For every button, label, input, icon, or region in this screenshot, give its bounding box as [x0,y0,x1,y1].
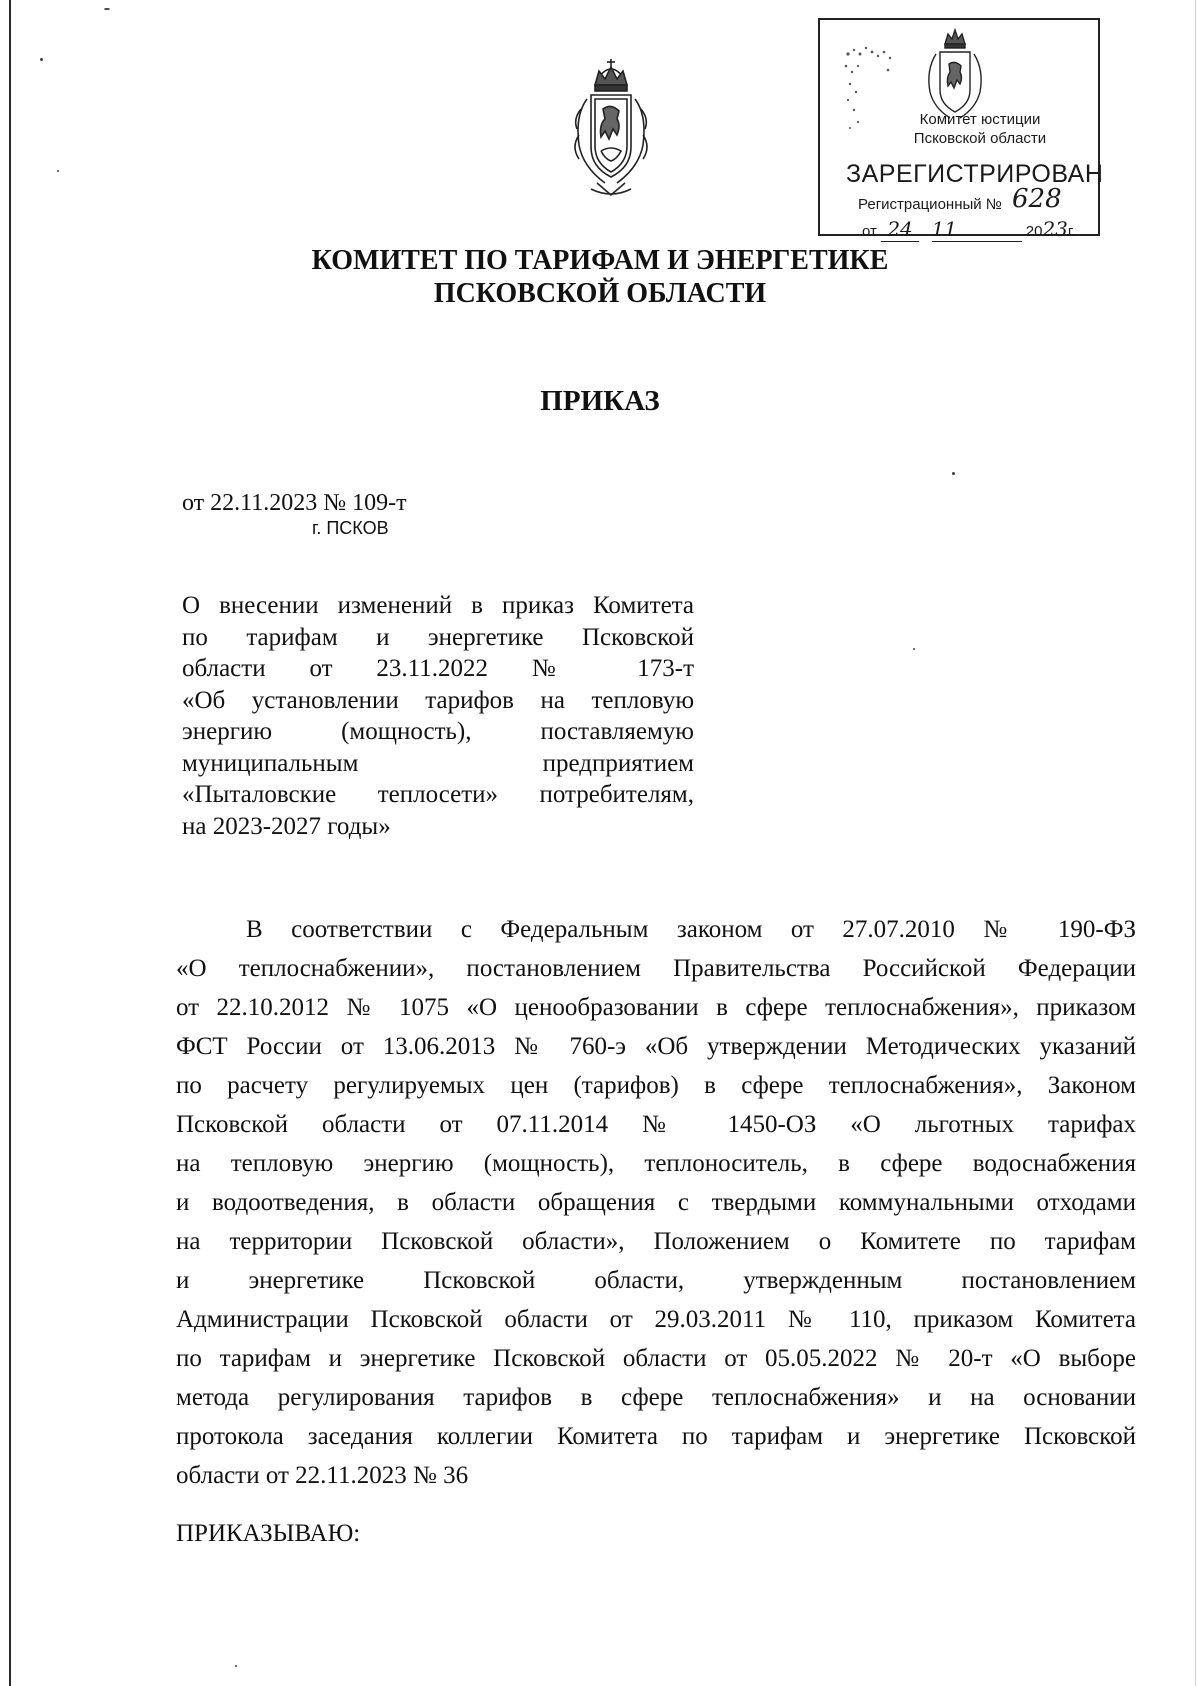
body-line: от 22.10.2012 № 1075 «О ценообразовании в сфере теплоснабжения», приказом [176,994,1136,1021]
org-title-line2: ПСКОВСКОЙ ОБЛАСТИ [433,278,767,309]
stamp-date-day: 24 [881,217,919,242]
stamp-status: ЗАРЕГИСТРИРОВАН [846,160,1104,188]
scan-speck [57,170,59,172]
body-line: на тепловую энергию (мощность), теплоноситель, в сфере водоснабжения [176,1150,1136,1177]
body-line: протокола заседания коллегии Комитета по тарифам и энергетике Псковской [176,1423,1136,1450]
subject-line: на 2023-2027 годы» [182,812,391,840]
stamp-org-line2: Псковской области [913,130,1047,147]
body-line: и энергетике Псковской области, утвержденным постановлением [176,1267,1136,1294]
subject-line: области от 23.11.2022 № 173-т [182,655,694,682]
subject-line: энергию (мощность), поставляемую [182,718,694,745]
registration-stamp [818,18,1104,241]
document-city: г. ПСКОВ [312,518,389,538]
stamp-reg-label: Регистрационный № [858,196,1002,213]
body-line: Псковской области от 07.11.2014 № 1450-ОЗ «О льготных тарифах [176,1111,1136,1138]
stamp-date-year-prefix: 20 [1025,223,1043,240]
coat-of-arms-icon [561,55,661,205]
stamp-reg-number: 628 [1012,184,1062,214]
body-line: области от 22.11.2023 № 36 [176,1462,469,1489]
subject-line: «Об установлении тарифов на тепловую [182,686,694,714]
stamp-date-year: 23 [1042,217,1068,241]
body-line: «О теплоснабжении», постановлением Правительства Российской Федерации [176,955,1136,982]
subject-line: О внесении изменений в приказ Комитета [182,592,694,619]
stamp-org-name [880,110,1080,148]
org-title [0,244,1200,310]
body-line: на территории Псковской области», Положением о Комитете по тарифам [176,1228,1136,1255]
body-line: ФСТ России от 13.06.2013 № 760-э «Об утверждении Методических указаний [176,1033,1136,1060]
body-line: В соответствии с Федеральным законом от 27.07.2010 № 190-ФЗ [246,916,1136,943]
stamp-date-month: 11 [932,217,1022,242]
body-line: метода регулирования тарифов в сфере теплоснабжения» и на основании [176,1384,1136,1411]
scan-speck [913,648,915,650]
scan-speck [104,8,110,10]
stamp-date-prefix: от [862,223,877,240]
stamp-date-suffix: г. [1067,223,1076,240]
scan-speck [952,472,955,475]
scan-speck [235,1665,237,1667]
order-directive: ПРИКАЗЫВАЮ: [176,1520,361,1547]
body-line: и водоотведения, в области обращения с твердыми коммунальными отходами [176,1189,1136,1216]
document-body [176,910,1136,1495]
stamp-org-line1: Комитет юстиции [919,111,1041,128]
document-type: ПРИКАЗ [540,385,660,417]
subject-line: по тарифам и энергетике Псковской [182,623,694,651]
body-line: по тарифам и энергетике Псковской области от 05.05.2022 № 20-т «О выборе [176,1345,1136,1372]
org-title-line1: КОМИТЕТ ПО ТАРИФАМ И ЭНЕРГЕТИКЕ [311,245,889,276]
document-date-number: от 22.11.2023 № 109-т [182,490,407,516]
body-line: Администрации Псковской области от 29.03.2011 № 110, приказом Комитета [176,1306,1136,1333]
stamp-date: от 24 . 11 2023г. [862,217,1076,241]
subject-line: муниципальным предприятием [182,749,694,777]
subject-line: «Пыталовские теплосети» потребителям, [182,781,694,808]
document-subject [182,590,694,842]
body-line: по расчету регулируемых цен (тарифов) в сфере теплоснабжения», Законом [176,1072,1136,1099]
scan-speck [40,58,43,61]
